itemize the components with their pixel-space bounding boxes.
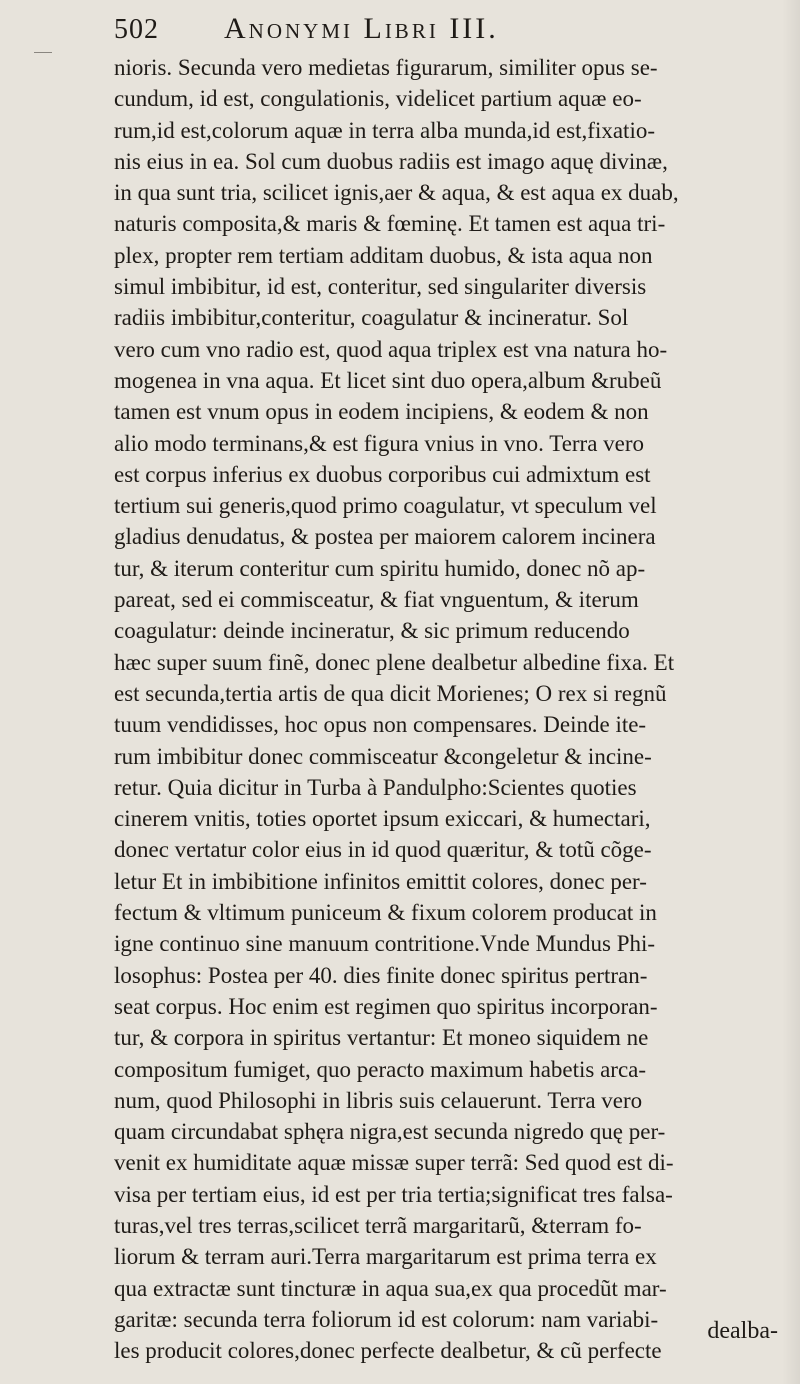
text-line: mogenea in vna aqua. Et licet sint duo opera,album &rubeũ [114,367,662,393]
text-line: nis eius in ea. Sol cum duobus radiis est imago aquę divinæ, [114,148,668,174]
text-line: rum imbibitur donec commisceatur &congeletur & incine- [114,743,652,769]
text-line: venit ex humiditate aquæ missæ super terrã: Sed quod est di- [114,1150,674,1176]
page-header [114,8,774,52]
text-line: num, quod Philosophi in libris suis celauerunt. Terra vero [114,1087,643,1113]
text-line: les producit colores,donec perfecte dealbetur, & cũ perfecte [114,1338,662,1364]
text-line: liorum & terram auri.Terra margaritarum est prima terra ex [114,1244,657,1270]
text-line: plex, propter rem tertiam additam duobus, & ista aqua non [114,242,653,268]
text-line: tuum vendidisses, hoc opus non compensares. Deinde ite- [114,712,647,738]
page-edge-shadow [782,0,800,1384]
text-line: retur. Quia dicitur in Turba à Pandulpho:Scientes quoties [114,774,637,800]
text-line: radiis imbibitur,conteritur, coagulatur & incineratur. Sol [114,305,629,331]
text-line: tamen est vnum opus in eodem incipiens, & eodem & non [114,399,649,425]
text-line: naturis composita,& maris & fœminę. Et tamen est aqua tri- [114,211,666,237]
text-line: qua extractæ sunt tincturæ in aqua sua,ex qua procedũt mar- [114,1275,667,1301]
crop-mark [34,52,52,53]
text-line: nioris. Secunda vero medietas figurarum, similiter opus se- [114,55,658,80]
running-head: Anonymi Libri III. [224,12,499,45]
text-line: letur Et in imbibitione infinitos emittit colores, donec per- [114,868,647,894]
text-line: pareat, sed ei commisceatur, & fiat vnguentum, & iterum [114,587,639,613]
text-line: in qua sunt tria, scilicet ignis,aer & aqua, & est aqua ex duab, [114,180,679,206]
text-line: tur, & corpora in spiritus vertantur: Et moneo siquidem ne [114,1025,649,1051]
text-line: cundum, id est, congulationis, videlicet partium aquæ eo- [114,86,642,112]
text-line: igne continuo sine manuum contritione.Vnde Mundus Phi- [114,931,656,957]
text-line: alio modo terminans,& est figura vnius in vno. Terra vero [114,430,645,456]
text-line: hæc super suum finẽ, donec plene dealbetur albedine fixa. Et [114,649,675,675]
text-line: tur, & iterum conteritur cum spiritu humido, donec nõ ap- [114,555,646,581]
text-line: est secunda,tertia artis de qua dicit Morienes; O rex si regnũ [114,680,667,706]
text-line: seat corpus. Hoc enim est regimen quo spiritus incorporan- [114,993,658,1019]
body-text [114,52,790,1366]
catchword: dealba- [707,1318,778,1344]
text-line: losophus: Postea per 40. dies finite donec spiritus pertran- [114,962,648,988]
text-line: cinerem vnitis, toties oportet ipsum exiccari, & humectari, [114,806,651,832]
text-line: visa per tertiam eius, id est per tria tertia;significat tres falsa- [114,1181,673,1207]
text-line: turas,vel tres terras,scilicet terrã margaritarũ, &terram fo- [114,1212,642,1238]
text-line: quam circundabat sphęra nigra,est secunda nigredo quę per- [114,1119,666,1145]
text-line: rum,id est,colorum aquæ in terra alba munda,id est,fixatio- [114,117,655,143]
text-line: tertium sui generis,quod primo coagulatur, vt speculum vel [114,493,657,519]
text-line: vero cum vno radio est, quod aqua triplex est vna natura ho- [114,336,668,362]
text-line: compositum fumiget, quo peracto maximum habetis arca- [114,1056,647,1082]
text-line: donec vertatur color eius in id quod quæritur, & totũ cõge- [114,837,652,863]
text-line: gladius denudatus, & postea per maiorem calorem incinera [114,524,656,550]
text-line: garitæ: secunda terra foliorum id est colorum: nam variabi- [114,1306,659,1332]
page-number: 502 [114,14,159,45]
text-line: simul imbibitur, id est, conteritur, sed singulariter diversis [114,274,647,300]
text-line: est corpus inferius ex duobus corporibus cui admixtum est [114,461,651,487]
text-line: fectum & vltimum puniceum & fixum colorem producat in [114,900,657,926]
text-line: coagulatur: deinde incineratur, & sic primum reducendo [114,618,630,644]
